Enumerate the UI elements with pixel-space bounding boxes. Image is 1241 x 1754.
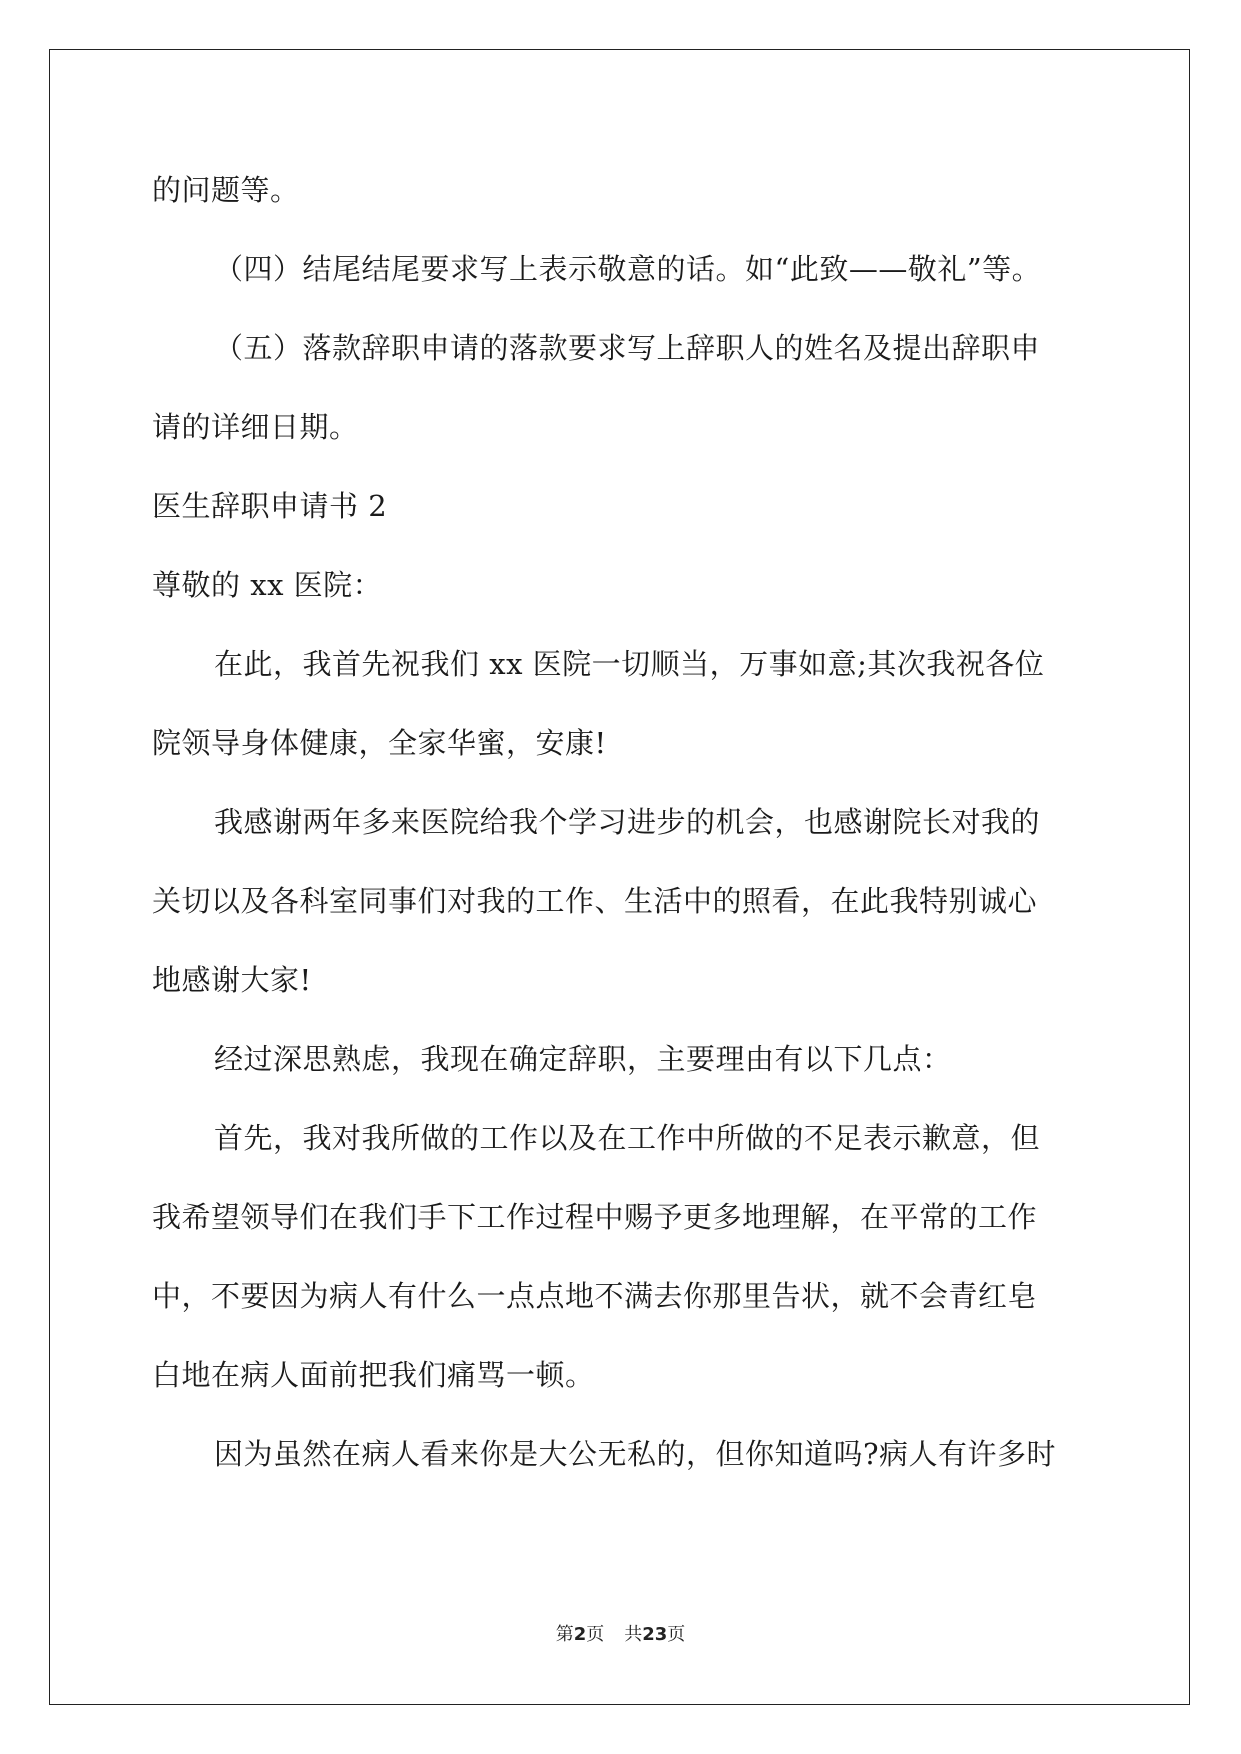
- text-line: 在此，我首先祝我们 xx 医院一切顺当，万事如意;其次我祝各位: [214, 647, 1045, 681]
- text-line: 地感谢大家!: [152, 963, 312, 997]
- page-number: 2: [573, 1624, 587, 1645]
- text-line: 经过深思熟虑，我现在确定辞职，主要理由有以下几点：: [214, 1042, 952, 1076]
- text-line: 请的详细日期。: [152, 410, 359, 444]
- text-line: （四）结尾结尾要求写上表示敬意的话。如“此致——敬礼”等。: [214, 252, 1042, 286]
- text-line: 的问题等。: [152, 173, 300, 207]
- text-line: 首先，我对我所做的工作以及在工作中所做的不足表示歉意，但: [214, 1121, 1041, 1155]
- text-line: 院领导身体健康，全家华蜜，安康!: [152, 726, 607, 760]
- page-footer: [0, 1620, 1241, 1646]
- document-body: [152, 159, 1092, 1502]
- total-suffix: 页: [667, 1624, 686, 1645]
- text-line: 白地在病人面前把我们痛骂一顿。: [152, 1358, 595, 1392]
- text-line: 我感谢两年多来医院给我个学习进步的机会，也感谢院长对我的: [214, 805, 1041, 839]
- text-line: 因为虽然在病人看来你是大公无私的，但你知道吗?病人有许多时: [214, 1437, 1057, 1471]
- page-prefix: 第: [555, 1624, 574, 1645]
- text-line: 中，不要因为病人有什么一点点地不满去你那里告状，就不会青红皂: [152, 1279, 1038, 1313]
- section-heading: 医生辞职申请书 2: [152, 489, 388, 523]
- text-line: 关切以及各科室同事们对我的工作、生活中的照看，在此我特别诚心: [152, 884, 1038, 918]
- page-suffix: 页: [586, 1624, 605, 1645]
- total-prefix: 共: [624, 1624, 643, 1645]
- salutation: 尊敬的 xx 医院：: [152, 568, 383, 602]
- text-line: （五）落款辞职申请的落款要求写上辞职人的姓名及提出辞职申: [214, 331, 1041, 365]
- text-line: 我希望领导们在我们手下工作过程中赐予更多地理解，在平常的工作: [152, 1200, 1038, 1234]
- total-pages: 23: [642, 1624, 668, 1645]
